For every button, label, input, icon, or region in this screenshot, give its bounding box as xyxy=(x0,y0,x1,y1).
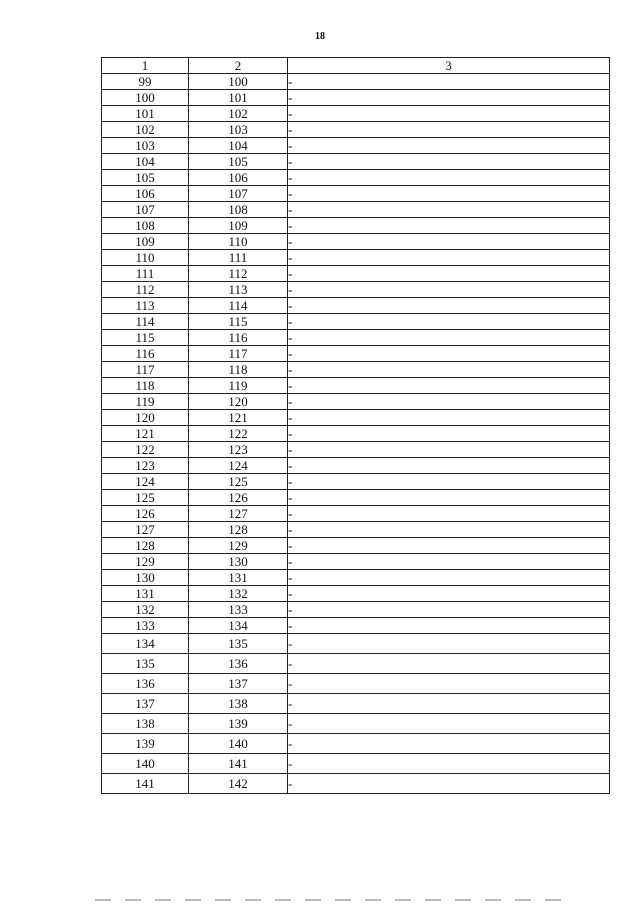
cell-col-1: 140 xyxy=(102,754,189,774)
table-row xyxy=(102,506,610,522)
cell-col-2: 100 xyxy=(189,74,288,90)
cell-col-2: 142 xyxy=(189,774,288,794)
column-header: 1 xyxy=(102,58,189,74)
cell-col-2: 119 xyxy=(189,378,288,394)
cell-col-1: 109 xyxy=(102,234,189,250)
cell-col-1: 123 xyxy=(102,458,189,474)
table-row xyxy=(102,602,610,618)
cell-col-2: 138 xyxy=(189,694,288,714)
cell-col-1: 107 xyxy=(102,202,189,218)
cell-col-2: 137 xyxy=(189,674,288,694)
cell-col-2: 139 xyxy=(189,714,288,734)
cell-col-2: 128 xyxy=(189,522,288,538)
cell-col-1: 115 xyxy=(102,330,189,346)
table-row xyxy=(102,122,610,138)
cell-col-2: 120 xyxy=(189,394,288,410)
cell-col-1: 135 xyxy=(102,654,189,674)
cell-col-3: - xyxy=(288,774,610,794)
cell-col-3: - xyxy=(288,714,610,734)
table-row xyxy=(102,490,610,506)
cell-col-2: 115 xyxy=(189,314,288,330)
cell-col-2: 126 xyxy=(189,490,288,506)
cell-col-3: - xyxy=(288,266,610,282)
table-row xyxy=(102,538,610,554)
table-row xyxy=(102,634,610,654)
table-body xyxy=(102,74,610,794)
cell-col-3: - xyxy=(288,602,610,618)
cell-col-1: 102 xyxy=(102,122,189,138)
cell-col-3: - xyxy=(288,458,610,474)
cell-col-1: 122 xyxy=(102,442,189,458)
cell-col-2: 141 xyxy=(189,754,288,774)
cell-col-3: - xyxy=(288,298,610,314)
cell-col-2: 136 xyxy=(189,654,288,674)
cell-col-1: 113 xyxy=(102,298,189,314)
cell-col-3: - xyxy=(288,506,610,522)
cell-col-1: 99 xyxy=(102,74,189,90)
cell-col-3: - xyxy=(288,282,610,298)
cell-col-3: - xyxy=(288,754,610,774)
table-row xyxy=(102,218,610,234)
cell-col-1: 126 xyxy=(102,506,189,522)
table-row xyxy=(102,170,610,186)
cell-col-1: 106 xyxy=(102,186,189,202)
cell-col-3: - xyxy=(288,186,610,202)
cell-col-1: 129 xyxy=(102,554,189,570)
cell-col-1: 139 xyxy=(102,734,189,754)
table-row xyxy=(102,314,610,330)
cell-col-3: - xyxy=(288,618,610,634)
table-row xyxy=(102,186,610,202)
cell-col-2: 102 xyxy=(189,106,288,122)
table-row xyxy=(102,570,610,586)
cell-col-2: 114 xyxy=(189,298,288,314)
cell-col-3: - xyxy=(288,250,610,266)
table-row xyxy=(102,250,610,266)
cell-col-3: - xyxy=(288,74,610,90)
cell-col-2: 117 xyxy=(189,346,288,362)
table-row xyxy=(102,694,610,714)
cell-col-3: - xyxy=(288,694,610,714)
table-row xyxy=(102,754,610,774)
cell-col-3: - xyxy=(288,570,610,586)
table-row xyxy=(102,654,610,674)
table-row xyxy=(102,714,610,734)
column-header: 2 xyxy=(189,58,288,74)
cell-col-2: 129 xyxy=(189,538,288,554)
table-header-row xyxy=(102,58,610,74)
cell-col-2: 113 xyxy=(189,282,288,298)
cell-col-3: - xyxy=(288,734,610,754)
footer-scan-line xyxy=(95,899,565,901)
cell-col-3: - xyxy=(288,138,610,154)
cell-col-1: 136 xyxy=(102,674,189,694)
cell-col-2: 123 xyxy=(189,442,288,458)
cell-col-3: - xyxy=(288,154,610,170)
cell-col-2: 121 xyxy=(189,410,288,426)
cell-col-1: 101 xyxy=(102,106,189,122)
cell-col-2: 124 xyxy=(189,458,288,474)
cell-col-3: - xyxy=(288,202,610,218)
cell-col-2: 140 xyxy=(189,734,288,754)
cell-col-1: 130 xyxy=(102,570,189,586)
table-row xyxy=(102,458,610,474)
table-row xyxy=(102,394,610,410)
table-row xyxy=(102,138,610,154)
table-row xyxy=(102,154,610,170)
cell-col-3: - xyxy=(288,674,610,694)
cell-col-3: - xyxy=(288,442,610,458)
cell-col-1: 119 xyxy=(102,394,189,410)
table-row xyxy=(102,266,610,282)
cell-col-2: 116 xyxy=(189,330,288,346)
cell-col-1: 112 xyxy=(102,282,189,298)
table-row xyxy=(102,734,610,754)
cell-col-2: 118 xyxy=(189,362,288,378)
cell-col-3: - xyxy=(288,170,610,186)
cell-col-2: 127 xyxy=(189,506,288,522)
table-row xyxy=(102,202,610,218)
cell-col-1: 132 xyxy=(102,602,189,618)
cell-col-3: - xyxy=(288,346,610,362)
cell-col-2: 108 xyxy=(189,202,288,218)
cell-col-1: 127 xyxy=(102,522,189,538)
cell-col-2: 132 xyxy=(189,586,288,602)
cell-col-2: 135 xyxy=(189,634,288,654)
cell-col-1: 124 xyxy=(102,474,189,490)
cell-col-3: - xyxy=(288,554,610,570)
cell-col-1: 116 xyxy=(102,346,189,362)
table-row xyxy=(102,586,610,602)
table-row xyxy=(102,554,610,570)
cell-col-3: - xyxy=(288,90,610,106)
table-row xyxy=(102,522,610,538)
cell-col-3: - xyxy=(288,474,610,490)
table-row xyxy=(102,74,610,90)
table-row xyxy=(102,618,610,634)
cell-col-1: 138 xyxy=(102,714,189,734)
cell-col-2: 105 xyxy=(189,154,288,170)
cell-col-1: 141 xyxy=(102,774,189,794)
cell-col-3: - xyxy=(288,586,610,602)
table-row xyxy=(102,298,610,314)
cell-col-2: 111 xyxy=(189,250,288,266)
cell-col-3: - xyxy=(288,234,610,250)
cell-col-2: 131 xyxy=(189,570,288,586)
cell-col-1: 105 xyxy=(102,170,189,186)
cell-col-2: 101 xyxy=(189,90,288,106)
table-row xyxy=(102,346,610,362)
table-row xyxy=(102,674,610,694)
cell-col-1: 100 xyxy=(102,90,189,106)
table-row xyxy=(102,330,610,346)
cell-col-2: 134 xyxy=(189,618,288,634)
column-header: 3 xyxy=(288,58,610,74)
table-row xyxy=(102,426,610,442)
cell-col-1: 121 xyxy=(102,426,189,442)
cell-col-3: - xyxy=(288,410,610,426)
cell-col-3: - xyxy=(288,218,610,234)
cell-col-1: 137 xyxy=(102,694,189,714)
cell-col-2: 122 xyxy=(189,426,288,442)
cell-col-3: - xyxy=(288,426,610,442)
cell-col-3: - xyxy=(288,378,610,394)
cell-col-1: 103 xyxy=(102,138,189,154)
cell-col-3: - xyxy=(288,538,610,554)
cell-col-3: - xyxy=(288,522,610,538)
table-row xyxy=(102,362,610,378)
table-row xyxy=(102,442,610,458)
cell-col-1: 131 xyxy=(102,586,189,602)
cell-col-1: 120 xyxy=(102,410,189,426)
table-row xyxy=(102,90,610,106)
cell-col-3: - xyxy=(288,330,610,346)
data-table xyxy=(101,57,610,794)
cell-col-3: - xyxy=(288,362,610,378)
cell-col-3: - xyxy=(288,634,610,654)
cell-col-1: 108 xyxy=(102,218,189,234)
table-row xyxy=(102,774,610,794)
table-row xyxy=(102,378,610,394)
cell-col-1: 125 xyxy=(102,490,189,506)
cell-col-2: 106 xyxy=(189,170,288,186)
cell-col-2: 103 xyxy=(189,122,288,138)
cell-col-1: 114 xyxy=(102,314,189,330)
cell-col-2: 130 xyxy=(189,554,288,570)
cell-col-3: - xyxy=(288,394,610,410)
cell-col-2: 107 xyxy=(189,186,288,202)
table-row xyxy=(102,234,610,250)
cell-col-2: 112 xyxy=(189,266,288,282)
cell-col-2: 125 xyxy=(189,474,288,490)
cell-col-1: 133 xyxy=(102,618,189,634)
cell-col-1: 117 xyxy=(102,362,189,378)
cell-col-2: 104 xyxy=(189,138,288,154)
cell-col-3: - xyxy=(288,490,610,506)
cell-col-1: 104 xyxy=(102,154,189,170)
table-row xyxy=(102,474,610,490)
cell-col-2: 109 xyxy=(189,218,288,234)
cell-col-1: 111 xyxy=(102,266,189,282)
cell-col-2: 110 xyxy=(189,234,288,250)
cell-col-1: 110 xyxy=(102,250,189,266)
cell-col-1: 118 xyxy=(102,378,189,394)
cell-col-1: 128 xyxy=(102,538,189,554)
cell-col-3: - xyxy=(288,122,610,138)
table-row xyxy=(102,410,610,426)
cell-col-3: - xyxy=(288,314,610,330)
cell-col-3: - xyxy=(288,106,610,122)
table-row xyxy=(102,282,610,298)
cell-col-3: - xyxy=(288,654,610,674)
cell-col-1: 134 xyxy=(102,634,189,654)
table-row xyxy=(102,106,610,122)
cell-col-2: 133 xyxy=(189,602,288,618)
page-number: 18 xyxy=(315,31,325,42)
